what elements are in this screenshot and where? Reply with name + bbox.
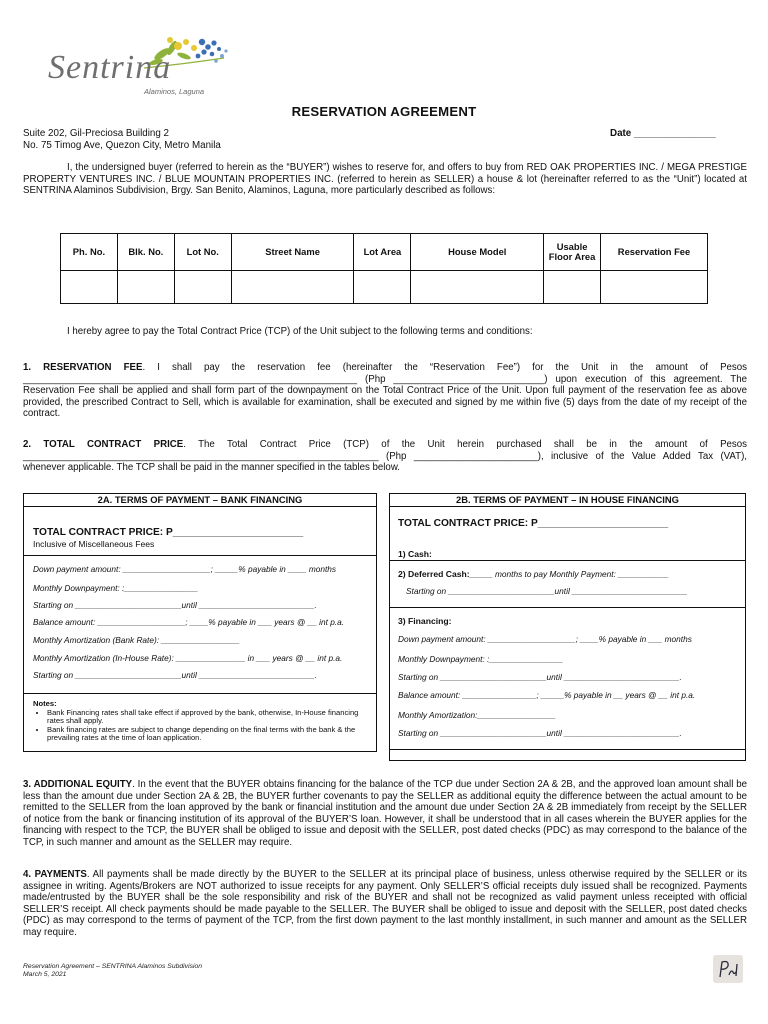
agreement-statement: I hereby agree to pay the Total Contract Price (TCP) of the Unit subject to the following terms and conditions: [67, 326, 533, 337]
monthly-downpayment-field[interactable]: Monthly Downpayment: :________________ [33, 583, 199, 593]
tcp-note: Inclusive of Miscellaneous Fees [33, 539, 155, 549]
col-header-lot-area: Lot Area [354, 234, 411, 271]
bank-amortization-field[interactable]: Monthly Amortization (Bank Rate): _________________ [33, 635, 240, 645]
section-additional-equity [23, 779, 747, 849]
unit-table-header-row [61, 234, 708, 271]
cell-block[interactable] [117, 271, 174, 304]
cell-street[interactable] [231, 271, 354, 304]
monthly-downpayment-field[interactable]: Monthly Downpayment: :________________ [398, 654, 564, 664]
col-header-reservation-fee: Reservation Fee [601, 234, 708, 271]
date-field[interactable]: Date _______________ [610, 128, 716, 139]
col-header-floor-area: Usable Floor Area [544, 234, 601, 271]
starting-until-field[interactable]: Starting on _______________________until _________________________. [33, 670, 317, 680]
note-item: • Bank Financing rates shall take effect if approved by the bank, otherwise, In-House financing rates shall apply. [47, 709, 363, 726]
initials-stamp [713, 955, 743, 983]
document-title: RESERVATION AGREEMENT [291, 104, 477, 119]
notes-block [33, 700, 363, 743]
tcp-field[interactable]: TOTAL CONTRACT PRICE: P_______________________ [33, 527, 304, 538]
cell-floor-area[interactable] [544, 271, 601, 304]
section-heading: 4. PAYMENTS [23, 869, 87, 880]
signature-icon [713, 955, 743, 983]
cell-house-model[interactable] [411, 271, 544, 304]
note-item: • Bank financing rates are subject to change depending on the final terms with the bank & the prevailing rates at the time of loan application. [47, 726, 363, 743]
box-header: 2B. TERMS OF PAYMENT – IN HOUSE FINANCING [390, 494, 745, 507]
box-header: 2A. TERMS OF PAYMENT – BANK FINANCING [24, 494, 376, 507]
logo-location-text: Alaminos, Laguna [144, 87, 205, 96]
section-total-contract-price [23, 439, 747, 474]
intro-paragraph: I, the undersigned buyer (referred to herein as the “BUYER”) wishes to reserve for, and offers to buy from RED OAK PROPERTIES INC. / MEGA PRESTIGE PROPERTY VENTURES INC. / BLUE MOUNTAIN PROPERTIES INC. (referred to herein as SELLER) a house & lot (hereinafter referred to as the “Unit”) located at SENTRINA Alaminos Subdivision, Brgy. San Benito, Alaminos, Laguna, more particularly described as follows: [23, 162, 747, 197]
col-header-house-model: House Model [411, 234, 544, 271]
col-header-street: Street Name [231, 234, 354, 271]
starting-until-field[interactable]: Starting on _______________________until _________________________. [398, 728, 682, 738]
deferred-cash-terms[interactable]: _____ months to pay Monthly Payment: ___________ [469, 569, 669, 579]
monthly-amortization-field[interactable]: Monthly Amortization:_________________ [398, 710, 556, 720]
balance-amount-field[interactable]: Balance amount: ___________________; ____% payable in ___ years @ __ int p.a. [33, 617, 345, 627]
cell-lot-area[interactable] [354, 271, 411, 304]
deferred-cash-label: 2) Deferred Cash: [398, 569, 470, 579]
cash-option[interactable]: 1) Cash: [398, 549, 432, 559]
col-header-block: Blk. No. [117, 234, 174, 271]
balance-amount-field[interactable]: Balance amount: ________________; _____% payable in __ years @ __ int p.a. [398, 690, 696, 700]
section-heading: 2. TOTAL CONTRACT PRICE [23, 439, 184, 450]
table-row [61, 271, 708, 304]
section-payments [23, 869, 747, 939]
section-reservation-fee [23, 362, 747, 420]
address-line-1: Suite 202, Gil-Preciosa Building 2 [23, 128, 169, 139]
company-logo [44, 34, 234, 96]
footer-date: March 5, 2021 [23, 971, 67, 978]
down-payment-field[interactable]: Down payment amount: ___________________; _____% payable in ____ months [33, 564, 337, 574]
section-heading: 1. RESERVATION FEE [23, 362, 143, 373]
cell-phase[interactable] [61, 271, 118, 304]
starting-until-field[interactable]: Starting on _______________________until _________________________. [398, 672, 682, 682]
cell-reservation-fee[interactable] [601, 271, 708, 304]
section-body: . In the event that the BUYER obtains financing for the balance of the TCP due under Section 2A & 2B, and the approved loan amount shall be less than the amount due under Section 2A & 2B, the BUYER further covenants to pay the SELLER as additional equity the difference between the actual amount to be remitted to the SELLER from the loan approved by the bank or financial institution and the amount due under Section 2A & 2B immediately from receipt by the SELLER of notice from the bank or financing institution of its approval of the BUYER’S loan. However, it shall be understood that in all cases wherein the BUYER applies for the financing with respect to the TCP, the BUYER shall be obliged to issue and deposit with the SELLER, post dated checks (PDC) as may correspond to the balance of the TCP, in such manner and amount as the SELLER may require. [23, 779, 747, 848]
financing-option[interactable]: 3) Financing: [398, 616, 452, 626]
unit-table [60, 233, 708, 304]
down-payment-field[interactable]: Down payment amount: ___________________; ____% payable in ___ months [398, 634, 692, 644]
inhouse-financing-box [389, 493, 746, 761]
page-footer [23, 963, 202, 979]
bank-financing-box [23, 493, 377, 752]
section-body: . I shall pay the reservation fee (hereinafter the “Reservation Fee”) for the Unit in the amount of Pesos ______________________________________________________________ (Php ____________________________) upon execution of this agreement. The Reservation Fee shall be applied and shall form part of the downpayment on the Total Contract Price of the Unit. Upon full payment of the reservation fee as above provided, the prescribed Contract to Sell, which is available for examination, shall be executed and signed by me within five (5) days from the date of my receipt of the contract. [23, 362, 747, 420]
inhouse-amortization-field[interactable]: Monthly Amortization (In-House Rate): _______________ in ___ years @ __ int p.a. [33, 653, 343, 663]
address-line-2: No. 75 Timog Ave, Quezon City, Metro Manila [23, 140, 221, 151]
col-header-phase: Ph. No. [61, 234, 118, 271]
section-body: . The Total Contract Price (TCP) of the Unit herein purchased shall be in the amount of Pesos __________________________________________________________________ (Php _______________________), inclusive of the Value Added Tax (VAT), whenever applicable. The TCP shall be paid in the manner specified in the tables below. [23, 439, 747, 474]
starting-until-field[interactable]: Starting on _______________________until _________________________. [33, 600, 317, 610]
section-body: . All payments shall be made directly by the BUYER to the SELLER at its principal place of business, unless otherwise required by the SELLER or its assignee in writing. Agents/Brokers are NOT authorized to issue receipts for any payment. Only SELLER’S official receipts duly issued shall be recognized. Payments made/entrusted by the BUYER shall be the sole responsibility and risk of the BUYER and shall not be recognized as valid payment unless receipted with official SELLER’S receipt. All check payments should be made payable to the SELLER. The BUYER shall be obliged to issue and deposit with the SELLER, post dated checks (PDC) as may correspond to the terms of payment of the TCP, from the first down payment to the last monthly installment, in such manner and amount as the SELLER may require. [23, 869, 747, 938]
notes-label: Notes: [33, 699, 57, 708]
section-heading: 3. ADDITIONAL EQUITY [23, 779, 133, 790]
tcp-field[interactable]: TOTAL CONTRACT PRICE: P_______________________ [398, 518, 669, 529]
col-header-lot: Lot No. [174, 234, 231, 271]
cell-lot[interactable] [174, 271, 231, 304]
footer-doc-name: Reservation Agreement – SENTRINA Alaminos Subdivision [23, 963, 203, 970]
deferred-starting-field[interactable]: Starting on _______________________until _________________________ [406, 586, 688, 596]
logo-brand-text: Sentrina [48, 49, 172, 86]
